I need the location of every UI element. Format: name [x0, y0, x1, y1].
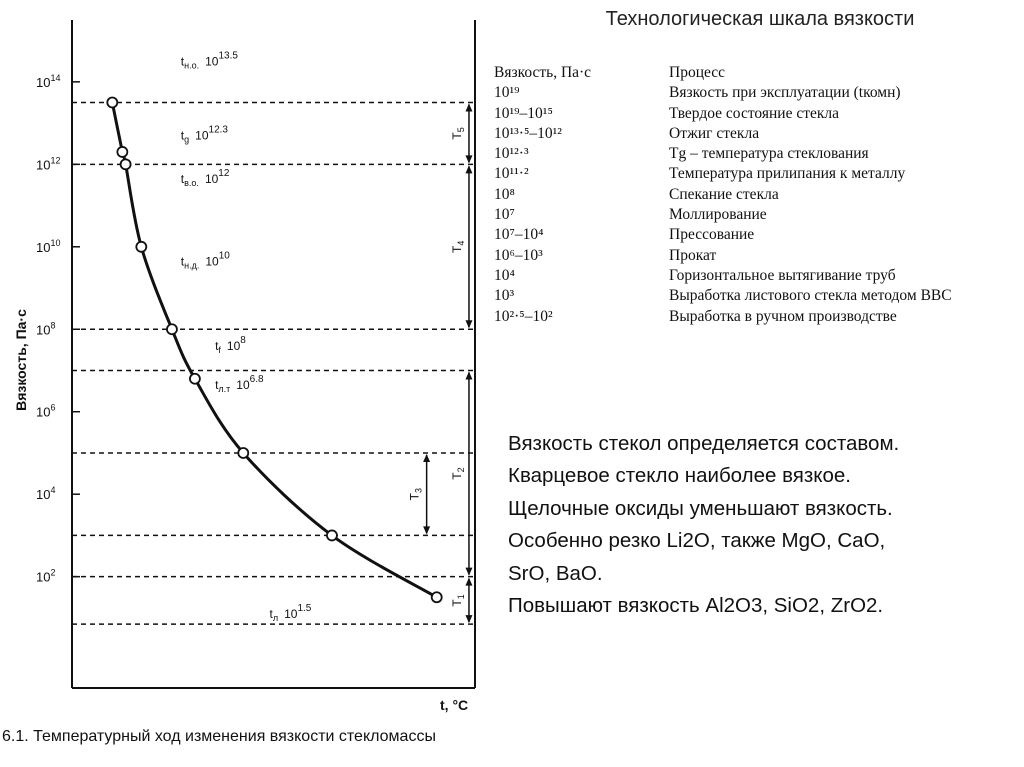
process-cell: Выработка в ручном производстве — [669, 307, 897, 325]
process-cell: Выработка листового стекла методом ВВС — [669, 287, 952, 305]
interval-label: $T_5$ — [449, 127, 466, 140]
process-cell: Вязкость при эксплуатации (tкомн) — [669, 84, 901, 102]
process-cell: Твердое состояние стекла — [669, 104, 840, 122]
y-tick-label: $10^8$ — [36, 320, 56, 338]
viscosity-cell: 10¹⁹–10¹⁵ — [494, 104, 553, 122]
note-line: SrO, BaO. — [508, 561, 603, 585]
level-label: $t_{н.о.}$ $10^{13.5}$ — [180, 50, 238, 71]
level-label: $t_{н.д.}$ $10^{10}$ — [180, 250, 230, 271]
viscosity-cell: 10¹²·³ — [494, 145, 529, 163]
y-tick-label: $10^4$ — [36, 485, 56, 503]
data-point — [190, 374, 200, 384]
level-label: $t_f$ $10^8$ — [215, 334, 246, 355]
viscosity-curve — [107, 97, 441, 602]
interval-arrow-head — [465, 568, 472, 576]
viscosity-cell: 10⁶–10³ — [494, 246, 543, 264]
process-cell: Спекание стекла — [669, 185, 779, 203]
x-axis-label: t, °C — [440, 697, 469, 713]
level-labels — [181, 50, 312, 623]
y-tick-label: $10^{10}$ — [36, 237, 61, 255]
y-tick-label: $10^{12}$ — [36, 155, 61, 173]
note-line: Особенно резко Li2O, также MgO, CaO, — [508, 529, 886, 553]
interval-arrow-head — [465, 371, 472, 379]
interval-label: $T_2$ — [449, 467, 466, 480]
level-label: $t_{в.о.}$ $10^{12}$ — [180, 167, 230, 188]
viscosity-cell: 10³ — [494, 287, 515, 305]
data-point — [327, 530, 337, 540]
data-point — [121, 159, 131, 169]
process-cell: Прессование — [669, 226, 755, 244]
reference-levels — [72, 102, 475, 624]
figure-caption: 6.1. Температурный ход изменения вязкости стекломассы — [2, 728, 436, 745]
viscosity-cell: 10⁷–10⁴ — [494, 226, 544, 244]
y-tick-label: $10^6$ — [36, 402, 56, 420]
interval-arrow-head — [423, 454, 430, 462]
level-label: $t_g$ $10^{12.3}$ — [180, 124, 228, 145]
note-line: Кварцевое стекло наиболее вязкое. — [508, 464, 851, 488]
process-cell: Моллирование — [669, 206, 767, 224]
viscosity-curve-line — [112, 102, 436, 597]
viscosity-cell: 10¹³·⁵–10¹² — [494, 124, 562, 142]
process-cell: Температура прилипания к металлу — [669, 165, 906, 183]
y-tick-label: $10^{14}$ — [36, 72, 61, 90]
interval-arrow-head — [423, 526, 430, 534]
page-title: Технологическая шкала вязкости — [605, 8, 915, 30]
viscosity-cell: 10⁷ — [494, 206, 515, 224]
y-tick-label: $10^2$ — [36, 567, 56, 585]
interval-arrow-head — [465, 103, 472, 111]
viscosity-cell: 10²·⁵–10² — [494, 307, 553, 325]
data-point — [238, 448, 248, 458]
process-cell: Tg – температура стеклования — [669, 145, 869, 163]
interval-arrow-head — [465, 155, 472, 163]
level-label: $t_{л.т}$ $10^{6.8}$ — [215, 374, 264, 395]
process-cell: Отжиг стекла — [669, 124, 760, 142]
data-point — [117, 147, 127, 157]
note-line: Вязкость стекол определяется составом. — [508, 432, 900, 455]
viscosity-cell: 10¹¹·² — [494, 165, 529, 183]
interval-arrow-head — [465, 320, 472, 328]
data-point — [136, 242, 146, 252]
note-line: Повышают вязкость Al2O3, SiO2, ZrO2. — [508, 594, 884, 618]
data-point — [167, 324, 177, 334]
interval-label: $T_4$ — [449, 240, 466, 253]
process-cell: Прокат — [669, 246, 717, 264]
interval-arrows — [408, 103, 473, 623]
y-tick-labels — [36, 73, 80, 585]
viscosity-cell: 10⁸ — [494, 185, 515, 203]
interval-arrow-head — [465, 615, 472, 623]
viscosity-cell: 10¹⁹ — [494, 84, 520, 102]
data-point — [432, 592, 442, 602]
data-point — [107, 97, 117, 107]
interval-label: $T_3$ — [407, 488, 424, 501]
viscosity-cell: 10⁴ — [494, 266, 515, 284]
level-label: $t_л$ $10^{1.5}$ — [269, 602, 312, 623]
viscosity-cell: Вязкость, Па·с — [494, 64, 592, 81]
process-cell: Процесс — [669, 64, 726, 81]
interval-arrow-head — [465, 578, 472, 586]
y-axis-label: Вязкость, Па·с — [13, 309, 29, 411]
interval-arrow-head — [465, 165, 472, 173]
process-cell: Горизонтальное вытягивание труб — [669, 266, 896, 284]
chart-axes — [72, 20, 475, 688]
note-line: Щелочные оксиды уменьшают вязкость. — [508, 496, 893, 520]
interval-label: $T_1$ — [449, 594, 466, 607]
